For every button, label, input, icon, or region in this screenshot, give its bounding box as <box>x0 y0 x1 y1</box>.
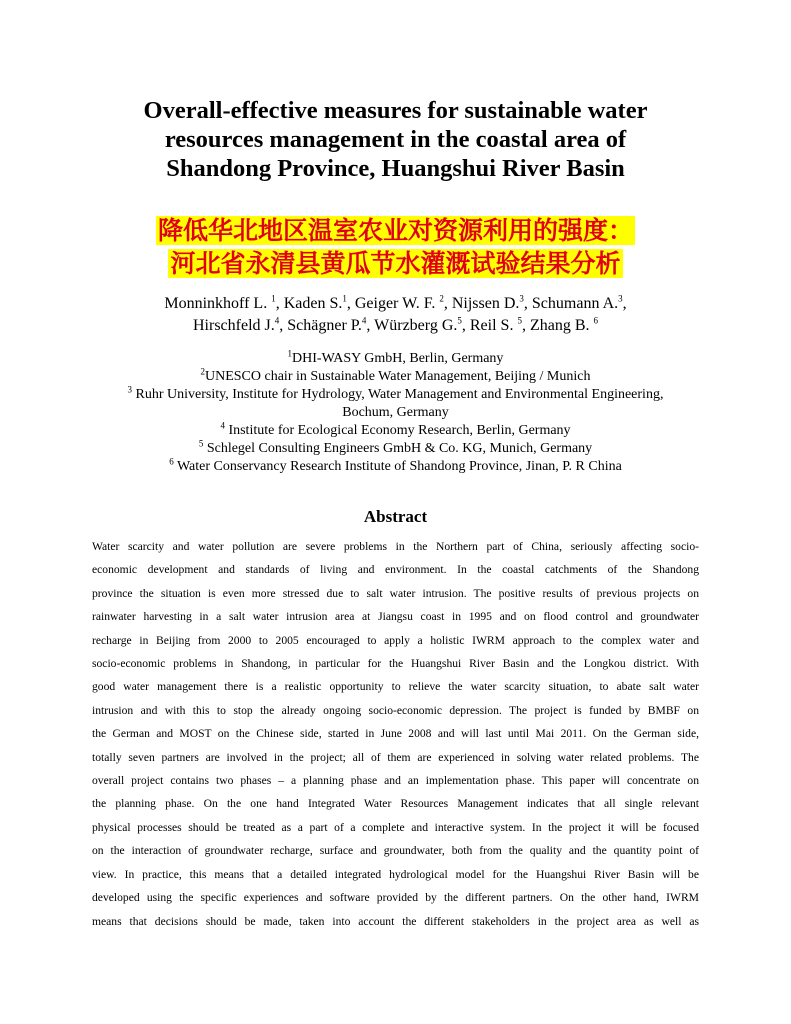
author-affil-mark: 3 <box>618 293 623 304</box>
abstract-line: socio-economic problems in Shandong, in particular for the Huangshui River Basin and the Longkou district. With <box>92 657 699 671</box>
author-affil-mark: 5 <box>457 315 462 326</box>
author-list <box>60 293 731 337</box>
abstract-line: physical processes should be treated as a part of a complete and interactive system. In the project it will be focused <box>92 820 699 834</box>
abstract-body <box>92 535 699 933</box>
author-affil-mark: 3 <box>519 293 524 304</box>
affiliation-text: Water Conservancy Research Institute of Shandong Province, Jinan, P. R China <box>173 459 622 474</box>
author-affil-mark: 2 <box>439 293 444 304</box>
author-separator: , <box>279 317 288 334</box>
author-name: Hirschfeld J. <box>193 317 275 334</box>
author-separator: , <box>443 295 452 312</box>
abstract-line: recharge in Beijing from 2000 to 2005 encouraged to apply a holistic IWRM approach to the complex water and <box>92 633 699 647</box>
author-name: Schumann A. <box>531 295 619 312</box>
author-separator: , <box>461 317 470 334</box>
affiliation-item <box>60 458 731 476</box>
affiliation-list <box>60 350 731 476</box>
abstract-line: province the situation is even more stressed due to salt water intrusion. The positive results of previous projects on <box>92 586 699 600</box>
abstract-line: intrusion and with this to stop the already ongoing socio-economic depression. The project is funded by BMBF on <box>92 703 699 717</box>
author-separator: , <box>523 295 532 312</box>
abstract-heading: Abstract <box>363 507 428 526</box>
affiliation-mark: 5 <box>198 438 204 449</box>
author-affil-mark: 1 <box>342 293 347 304</box>
abstract-line: rainwater harvesting in a salt water intrusion area at Jiangsu coast in 1995 and on flood control and groundwater <box>92 610 699 624</box>
author-separator: , <box>366 317 375 334</box>
title-line: Shandong Province, Huangshui River Basin <box>166 155 625 182</box>
affiliation-mark: 3 <box>127 384 133 395</box>
author-separator: , <box>346 295 355 312</box>
author-affil-mark: 1 <box>271 293 276 304</box>
affiliation-item <box>60 404 731 422</box>
affiliation-item <box>60 386 731 404</box>
affiliation-item <box>60 368 731 386</box>
author-line-2 <box>60 315 731 337</box>
affiliation-item <box>60 422 731 440</box>
chinese-title-line: 降低华北地区温室农业对资源利用的强度： <box>157 216 633 245</box>
title-line: Overall-effective measures for sustainable water <box>143 97 648 124</box>
abstract-line: the planning phase. On the one hand Integrated Water Resources Management indicates that all single relevant <box>92 797 699 811</box>
author-name: Schägner P. <box>287 317 362 334</box>
abstract-line: the German and MOST on the Chinese side, started in June 2008 and will last until Mai 2011. On the German side, <box>92 727 699 741</box>
abstract-line: totally seven partners are involved in the project; all of them are experienced in solving water related problems. The <box>92 750 699 764</box>
author-affil-mark: 4 <box>274 315 280 326</box>
author-name: Kaden S. <box>283 295 343 312</box>
affiliation-mark: 1 <box>287 348 293 359</box>
author-separator: , <box>275 295 284 312</box>
affiliation-text: DHI-WASY GmbH, Berlin, Germany <box>292 351 504 366</box>
affiliation-text: Institute for Ecological Economy Research, Berlin, Germany <box>224 423 571 438</box>
author-name: Monninkhoff L. <box>164 295 272 312</box>
author-line-1 <box>60 293 731 315</box>
abstract-line: economic development and standards of living and environment. In the coastal catchments of the Shandong <box>92 563 699 577</box>
author-affil-mark: 5 <box>517 315 522 326</box>
title-line: resources management in the coastal area of <box>164 126 627 153</box>
affiliation-text: Ruhr University, Institute for Hydrology, Water Management and Environmental Engineering, <box>132 387 664 402</box>
abstract-line: Water scarcity and water pollution are severe problems in the Northern part of China, seriously affecting socio- <box>92 540 699 553</box>
abstract-line: developed using the specific experiences and software provided by the different partners. On the other hand, IWRM <box>92 891 699 905</box>
author-name: Zhang B. <box>529 317 594 334</box>
affiliation-text: UNESCO chair in Sustainable Water Management, Beijing / Munich <box>205 369 591 384</box>
affiliation-mark: 2 <box>200 366 205 377</box>
author-name: Nijssen D. <box>451 295 520 312</box>
abstract-line: on the interaction of groundwater recharge, surface and groundwater, both from the quality and the quantity point of <box>92 844 699 858</box>
abstract-line: view. In practice, this means that a detailed integrated hydrological model for the Huangshui River Basin will be <box>92 867 699 881</box>
paper-title <box>60 96 731 183</box>
affiliation-mark: 6 <box>169 456 174 467</box>
author-affil-mark: 6 <box>593 315 598 326</box>
abstract-line: means that decisions should be made, taken into account the different stakeholders in the project area as well as <box>92 914 699 928</box>
affiliation-text: Schlegel Consulting Engineers GmbH & Co. KG, Munich, Germany <box>203 441 593 456</box>
chinese-title-line: 河北省永清县黄瓜节水灌溉试验结果分析 <box>170 249 621 278</box>
affiliation-item <box>60 440 731 458</box>
abstract-line: overall project contains two phases – a planning phase and an implementation phase. This paper will concentrate on <box>92 774 699 788</box>
author-separator: , <box>622 295 627 312</box>
chinese-title <box>60 214 731 280</box>
affiliation-text: Bochum, Germany <box>342 405 449 420</box>
affiliation-mark: 4 <box>220 420 225 431</box>
author-separator: , <box>521 317 530 334</box>
author-affil-mark: 4 <box>361 315 367 326</box>
author-name: Geiger W. F. <box>354 295 440 312</box>
affiliation-item <box>60 350 731 368</box>
abstract-line: good water management there is a realistic opportunity to relieve the water scarcity situation, to abate salt water <box>92 680 699 694</box>
author-name: Reil S. <box>469 317 518 334</box>
author-name: Würzberg G. <box>374 317 458 334</box>
